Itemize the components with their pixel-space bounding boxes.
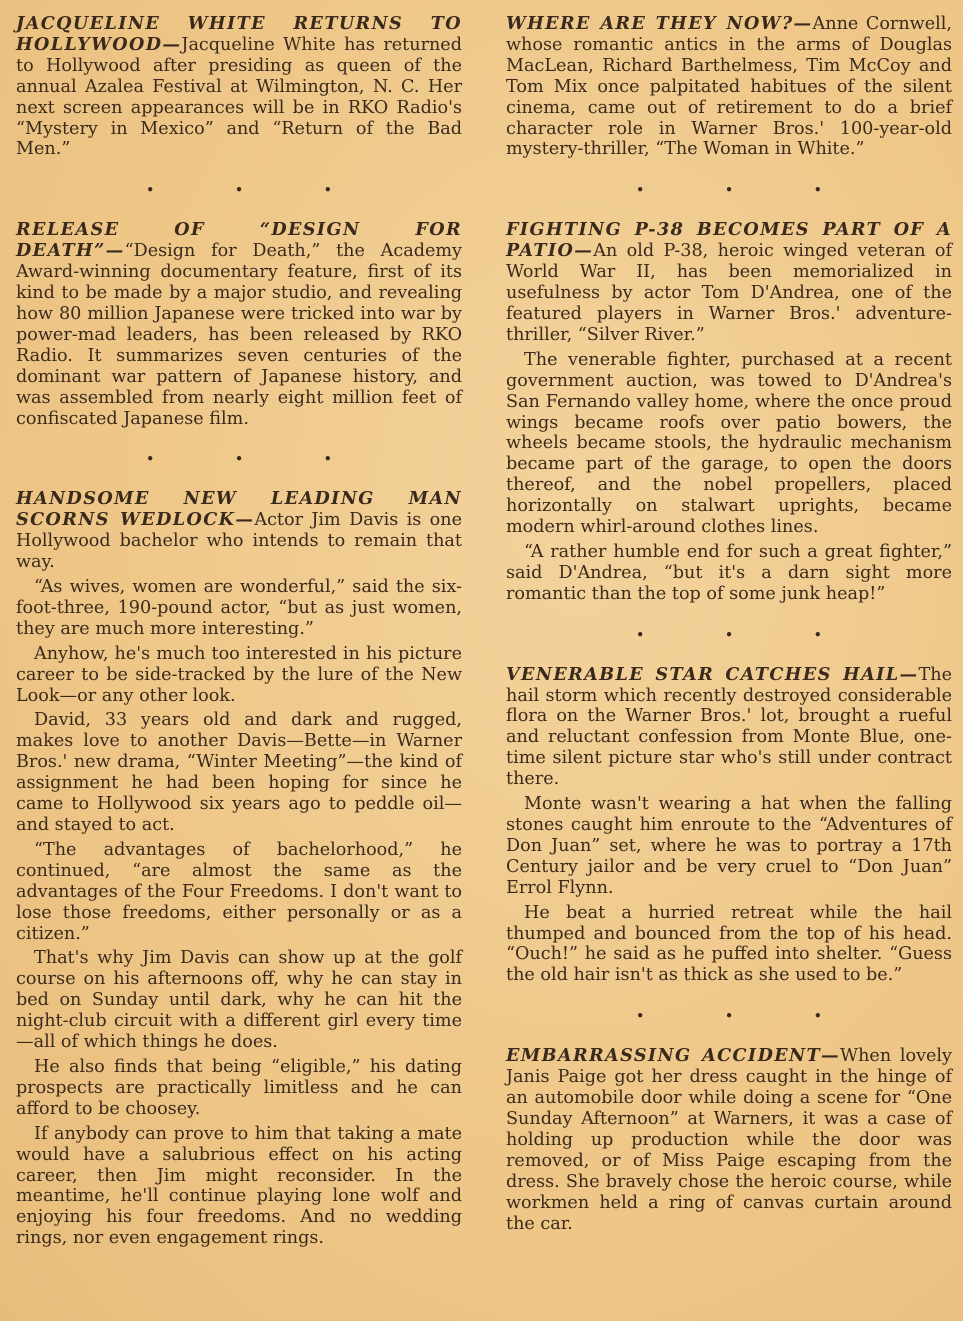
headline: RELEASE OF “DESIGN FOR DEATH”—	[16, 219, 462, 262]
body-text: “The advantages of bachelorhood,” he continued, “are almost the same as the advantages of the Four Freedoms. I don't want to lose those freedoms, either personally or as a citizen.”	[16, 839, 462, 944]
body-text: “A rather humble end for such a great fighter,” said D'Andrea, “but it's a darn sight more romantic than the top of some junk heap!”	[506, 541, 952, 604]
body-text: The venerable fighter, purchased at a recent government auction, was towed to D'Andrea's San Fernando valley home, where the once proud wings became roofs over patio bowers, the wheels became stools, the hydraulic mechanism became part of the garage, to open the doors thereof, and the nobel propellers, placed horizontally on stalwart uprights, became modern whirl-around clothes lines.	[506, 349, 952, 538]
news-item-venerable-star	[506, 665, 952, 987]
body-text: Monte wasn't wearing a hat when the falling stones caught him enroute to the “Adventures of Don Juan” set, where he was to portray a 17th Century jailor and be very cruel to “Don Juan” Errol Flynn.	[506, 794, 952, 898]
body-text: He beat a hurried retreat while the hail thumped and bounced from the top of his head. “Ouch!” he said as he puffed into shelter. “Guess the old hair isn't as thick as she used to be.”	[506, 902, 952, 986]
separator-dots: • • •	[635, 625, 823, 644]
body-text: An old P-38, heroic winged veteran of World War II, has been memorialized in usefulness by actor Tom D'Andrea, one of the featured players in Warner Bros.' adventure-thriller, “Silver River.”	[506, 241, 952, 345]
body-text: That's why Jim Davis can show up at the golf course on his afternoons off, why he can stay in bed on Sunday until dark, why he can hit the night-club circuit with a different girl every time—all of which things he does.	[16, 948, 462, 1053]
separator-dots: • • •	[635, 1007, 823, 1026]
headline: VENERABLE STAR CATCHES HAIL—	[506, 663, 919, 685]
body-text: Anne Cornwell, whose romantic antics in the arms of Douglas MacLean, Richard Barthelmess, Tim McCoy and Tom Mix once palpitated habitues of the silent cinema, came out of retirement to do a brief character role in Warner Bros.' 100-year-old mystery-thriller, “The Woman in White.”	[506, 14, 952, 160]
headline: JACQUELINE WHITE RETURNS TO HOLLYWOOD—	[16, 13, 462, 55]
headline: WHERE ARE THEY NOW?—	[506, 13, 813, 34]
news-item-where-are-they-now	[506, 14, 952, 160]
body-text: Jacqueline White has returned to Hollywood after presiding as queen of the annual Azalea Festival at Wilmington, N. C. Her next screen appearances will be in RKO Radio's “Mystery in Mexico” and “Return of the Bad Men.”	[16, 34, 462, 160]
body-text: If anybody can prove to him that taking a mate would have a salubrious effect on his acting career, then Jim might reconsider. In the meantime, he'll continue playing lone wolf and enjoying his four freedoms. And no wedding rings, nor even engagement rings.	[16, 1123, 462, 1249]
body-text: “As wives, women are wonderful,” said the six-foot-three, 190-pound actor, “but as just women, they are much more interesting.”	[16, 577, 462, 639]
separator-dots: • • •	[145, 450, 333, 469]
news-item-p38-patio	[506, 220, 952, 604]
body-text: Anyhow, he's much too interested in his picture career to be side-tracked by the lure of the New Look—or any other look.	[16, 643, 462, 706]
body-text: “Design for Death,” the Academy Award-winning documentary feature, first of its kind to be made by a major studio, and revealing how 80 million Japanese were tricked into war by power-mad leaders, has been released by RKO Radio. It summarizes seven centuries of the dominant war pattern of Japanese history, and was assembled from nearly eight million feet of confiscated Japanese film.	[16, 241, 462, 429]
headline: FIGHTING P-38 BECOMES PART OF A PATIO—	[506, 219, 952, 262]
news-item-jim-davis	[16, 489, 462, 1249]
body-text: The hail storm which recently destroyed considerable flora on the Warner Bros.' lot, brought a rueful and reluctant confession from Monte Blue, one-time silent picture star who's still under contract there.	[506, 664, 952, 790]
separator-dots: • • •	[635, 181, 823, 200]
left-column	[16, 14, 462, 1321]
body-text: Actor Jim Davis is one Hollywood bachelor who intends to remain that way.	[16, 510, 462, 573]
body-text: When lovely Janis Paige got her dress caught in the hinge of an automobile door while doing a scene for “One Sunday Afternoon” at Warners, it was a case of holding up production while the door was removed, or of Miss Paige escaping from the dress. She bravely chose the heroic course, while workmen held a ring of canvas curtain around the car.	[506, 1046, 952, 1234]
separator-dots: • • •	[145, 181, 333, 200]
body-text: He also finds that being “eligible,” his dating prospects are practically limitless and he can afford to be choosey.	[16, 1056, 462, 1119]
news-item-embarrassing-accident	[506, 1046, 952, 1234]
news-item-jacqueline-white	[16, 14, 462, 160]
right-column	[506, 14, 952, 1321]
news-item-design-for-death	[16, 220, 462, 429]
headline: HANDSOME NEW LEADING MAN SCORNS WEDLOCK—	[16, 488, 462, 531]
body-text: David, 33 years old and dark and rugged, makes love to another Davis—Bette—in Warner Bros.' new drama, “Winter Meeting”—the kind of assignment he had been hoping for since he came to Hollywood six years ago to peddle oil—and stayed to act.	[16, 710, 462, 835]
headline: EMBARRASSING ACCIDENT—	[506, 1045, 841, 1067]
